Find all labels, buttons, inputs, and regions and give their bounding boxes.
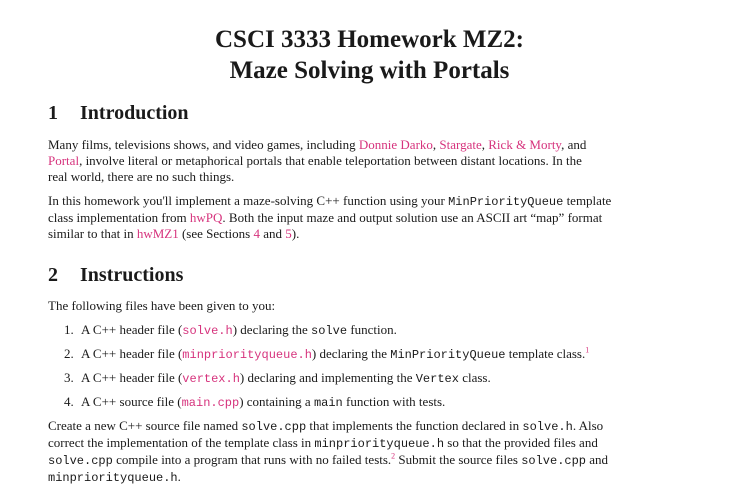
file-main-cpp[interactable]: main.cpp: [181, 396, 240, 410]
code-solve-cpp: solve.cpp: [521, 454, 586, 468]
list-item: [64, 322, 397, 339]
text: A C++ header file (: [81, 370, 183, 385]
link-section-4[interactable]: 4: [253, 226, 260, 241]
code-vertex: Vertex: [415, 372, 459, 386]
link-rick-and-morty[interactable]: Rick & Morty: [488, 137, 562, 152]
text: .: [177, 469, 181, 484]
code-minpriorityqueue-h: minpriorityqueue.h: [48, 471, 178, 485]
text: ) containing a: [239, 394, 314, 409]
section-title: Introduction: [80, 102, 189, 124]
code-minpriorityqueue-h: minpriorityqueue.h: [314, 437, 445, 451]
text: ,: [432, 137, 440, 152]
text: function with tests.: [342, 394, 446, 409]
file-solve-h[interactable]: solve.h: [182, 324, 233, 338]
text: . Also: [572, 418, 604, 433]
text: and: [259, 226, 286, 241]
text: Create a new C++ source file named: [48, 418, 242, 433]
section-heading-instructions: [48, 263, 183, 287]
text: that implements the function declared in: [306, 418, 523, 433]
list-item: [64, 346, 589, 363]
document-title: [0, 24, 739, 86]
section-heading-introduction: [48, 101, 189, 125]
section-number: 2: [48, 264, 58, 286]
file-vertex-h[interactable]: vertex.h: [182, 372, 240, 386]
instructions-intro: [48, 298, 672, 314]
text: A C++ source file (: [81, 394, 182, 409]
text: so that the provided files and: [444, 435, 598, 450]
text: ) declaring and implementing the: [239, 370, 416, 385]
link-hwpq[interactable]: hwPQ: [189, 210, 223, 225]
text: . Both the input maze and output solution use an ASCII art “map” format: [222, 210, 603, 225]
title-line-1: CSCI 3333 Homework MZ2:: [214, 26, 524, 53]
text: class.: [458, 370, 491, 385]
code-main: main: [313, 396, 343, 410]
text: ) declaring the: [311, 346, 391, 361]
code-solve-cpp: solve.cpp: [241, 420, 307, 434]
footnote-1-marker[interactable]: 1: [585, 345, 590, 355]
list-number: 4.: [64, 394, 74, 409]
intro-paragraph-2: [48, 193, 672, 242]
code-minpriorityqueue: MinPriorityQueue: [390, 348, 506, 362]
link-donnie-darko[interactable]: Donnie Darko: [358, 137, 433, 152]
link-hwmz1[interactable]: hwMZ1: [136, 226, 179, 241]
list-number: 2.: [64, 346, 74, 361]
text: , involve literal or metaphorical portals that enable teleportation between distant locations. In the: [79, 153, 582, 168]
code-solve-h: solve.h: [522, 420, 573, 434]
text: ,: [481, 137, 489, 152]
text: and: [586, 452, 609, 467]
list-item: [64, 394, 445, 411]
text: class implementation from: [48, 210, 190, 225]
file-minpriorityqueue-h[interactable]: minpriorityqueue.h: [182, 348, 312, 362]
code-solve: solve: [311, 324, 348, 338]
text: compile into a program that runs with no failed tests.: [112, 452, 392, 467]
text: A C++ header file (: [81, 322, 183, 337]
text: template: [563, 193, 612, 208]
footnote-2-marker[interactable]: 2: [391, 451, 396, 461]
text: template class.: [505, 346, 586, 361]
text: (see Sections: [178, 226, 254, 241]
link-stargate[interactable]: Stargate: [439, 137, 482, 152]
link-section-5[interactable]: 5: [285, 226, 292, 241]
text: The following files have been given to you:: [48, 298, 276, 313]
code-solve-cpp: solve.cpp: [48, 454, 113, 468]
text: In this homework you'll implement a maze-solving C++ function using your: [48, 193, 449, 208]
section-number: 1: [48, 102, 58, 124]
text: ) declaring the: [232, 322, 312, 337]
text: ).: [291, 226, 300, 241]
text: Submit the source files: [395, 452, 522, 467]
intro-paragraph-1: [48, 137, 672, 185]
final-paragraph: [48, 418, 672, 486]
list-number: 1.: [64, 322, 74, 337]
link-portal[interactable]: Portal: [48, 153, 80, 168]
list-number: 3.: [64, 370, 74, 385]
text: correct the implementation of the template class in: [48, 435, 315, 450]
section-title: Instructions: [80, 264, 184, 286]
code-minpriorityqueue: MinPriorityQueue: [448, 195, 564, 209]
text: similar to that in: [48, 226, 137, 241]
text: , and: [561, 137, 587, 152]
list-item: [64, 370, 491, 387]
text: function.: [347, 322, 397, 337]
title-line-2: Maze Solving with Portals: [229, 57, 510, 84]
text: Many films, televisions shows, and video games, including: [48, 137, 359, 152]
text: A C++ header file (: [81, 346, 183, 361]
text: real world, there are no such things.: [48, 169, 235, 184]
